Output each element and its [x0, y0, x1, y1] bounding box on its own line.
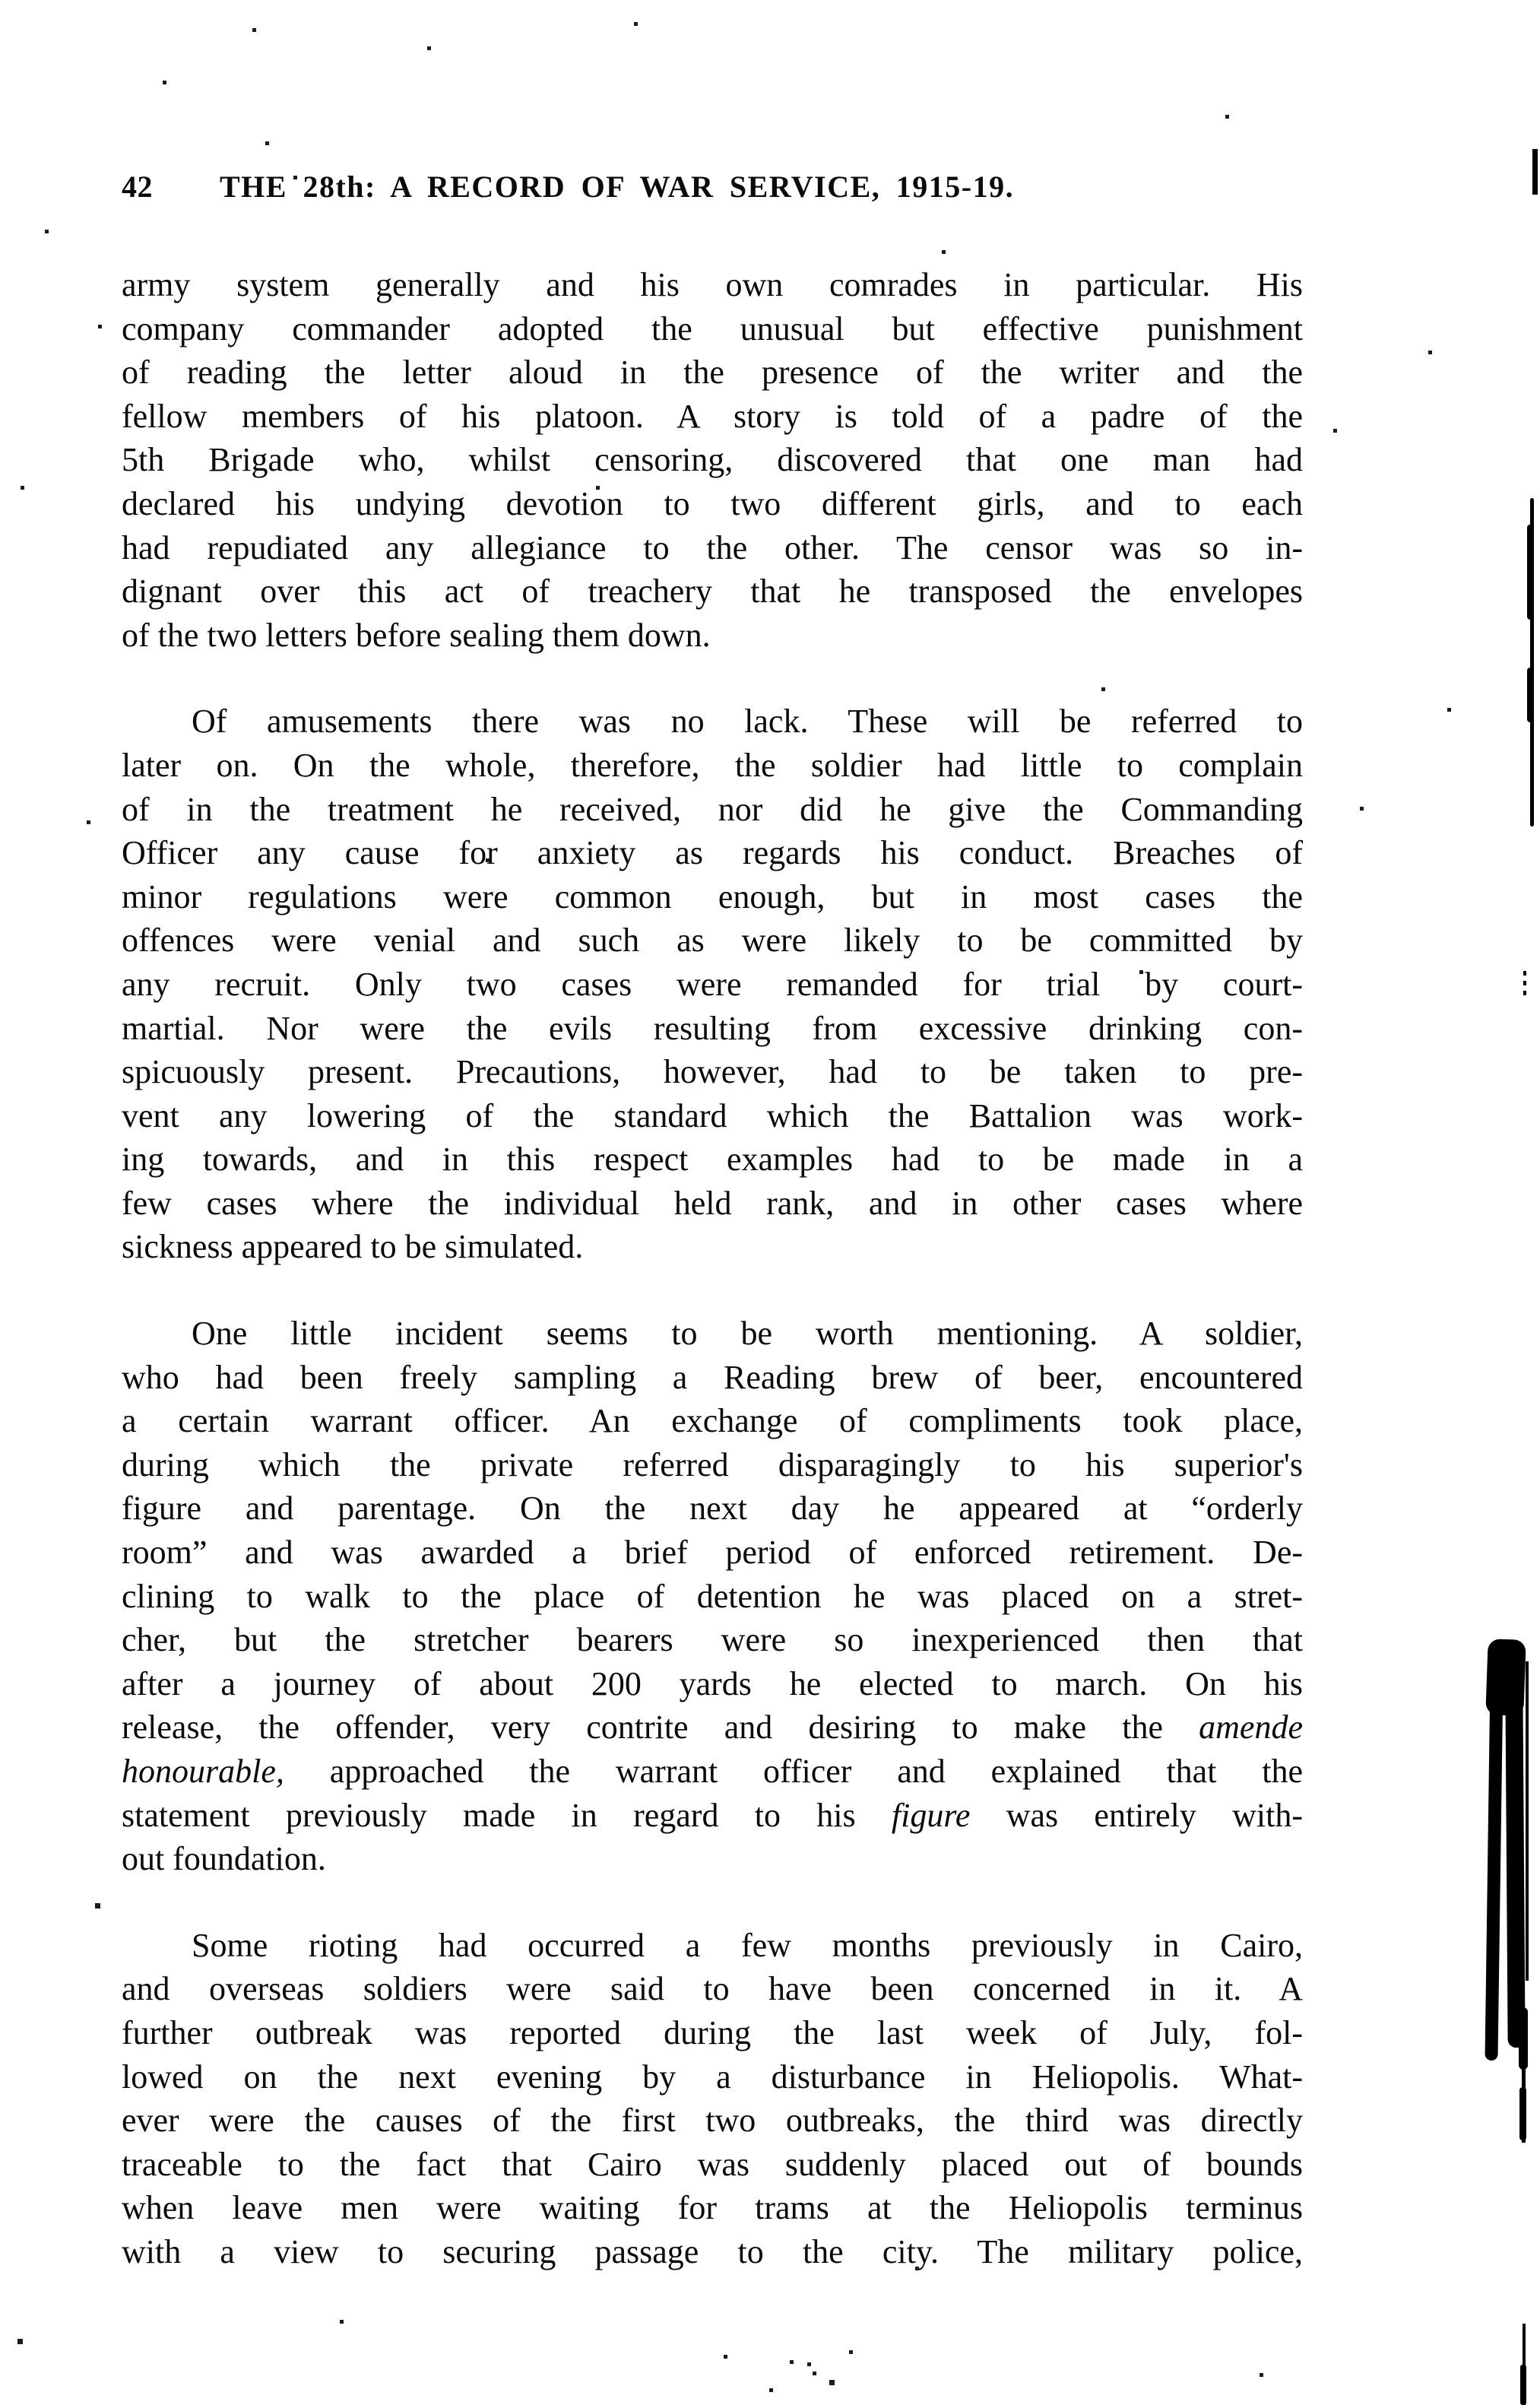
text-line: ing towards, and in this respect examples had to be made in a — [122, 1141, 1303, 1179]
text-line: with a view to securing passage to the city. The military police, — [122, 2232, 1303, 2270]
scan-artifact-edge-line-mid — [1527, 525, 1534, 620]
text-line: offences were venial and such as were likely to be committed by — [122, 922, 1303, 960]
text-line: clining to walk to the place of detention he was placed on a stret- — [122, 1577, 1303, 1615]
text-line: later on. On the whole, therefore, the soldier had little to complain — [122, 746, 1303, 784]
text-line: Some rioting had occurred a few months previously in Cairo, — [192, 1926, 1303, 1964]
scan-artifact-edge-line-low — [1519, 2087, 1526, 2140]
ink-smear-artifact — [1526, 1661, 1529, 1981]
text-line: after a journey of about 200 yards he elected to march. On his — [122, 1664, 1303, 1702]
text-line: fellow members of his platoon. A story is told of a padre of the — [122, 397, 1303, 435]
page-header — [122, 169, 1304, 205]
text-line: of in the treatment he received, nor did he give the Commanding — [122, 790, 1303, 828]
text-line: of reading the letter aloud in the presence of the writer and the — [122, 354, 1303, 392]
text-line: who had been freely sampling a Reading brew of beer, encountered — [122, 1358, 1303, 1396]
text-line: when leave men were waiting for trams at the Heliopolis terminus — [122, 2189, 1303, 2227]
paragraph — [122, 263, 1303, 657]
text-line: statement previously made in regard to his figure was entirely with- — [122, 1796, 1303, 1834]
text-line: during which the private referred disparagingly to his superior's — [122, 1445, 1303, 1483]
running-title: THE 28th: A RECORD OF WAR SERVICE, 1915-19. — [220, 170, 1015, 204]
text-line: traceable to the fact that Cairo was suddenly placed out of bounds — [122, 2145, 1303, 2183]
paragraph — [122, 1312, 1303, 1881]
text-line: a certain warrant officer. An exchange of compliments took place, — [122, 1402, 1303, 1440]
text-line: Officer any cause for anxiety as regards his conduct. Breaches of — [122, 834, 1303, 872]
ink-smear-artifact — [1485, 1677, 1503, 2061]
text-line: One little incident seems to be worth mentioning. A soldier, — [192, 1315, 1303, 1353]
text-line: out foundation. — [122, 1840, 326, 1878]
text-line: had repudiated any allegiance to the other. The censor was so in- — [122, 528, 1303, 566]
text-line: room” and was awarded a brief period of enforced retirement. De- — [122, 1534, 1303, 1572]
text-line: minor regulations were common enough, but in most cases the — [122, 877, 1303, 915]
text-line: vent any lowering of the standard which the Battalion was work- — [122, 1096, 1303, 1134]
text-line: and overseas soldiers were said to have been concerned in it. A — [122, 1970, 1303, 2008]
text-line: Of amusements there was no lack. These will be referred to — [192, 703, 1303, 741]
text-line: company commander adopted the unusual but effective punishment — [122, 309, 1303, 347]
paragraph — [122, 1924, 1303, 2274]
text-line: of the two letters before sealing them down. — [122, 616, 711, 654]
text-line: ever were the causes of the first two outbreaks, the third was directly — [122, 2102, 1303, 2140]
scan-noise-specks — [0, 0, 2, 2]
text-line: any recruit. Only two cases were remanded for trial by court- — [122, 965, 1303, 1003]
text-line: further outbreak was reported during the last week of July, fol- — [122, 2013, 1303, 2051]
text-block — [122, 263, 1303, 2274]
scan-artifact-edge-line-mid — [1527, 668, 1534, 722]
paragraph — [122, 700, 1303, 1269]
text-line: figure and parentage. On the next day he appeared at “orderly — [122, 1490, 1303, 1528]
text-line: army system generally and his own comrades in particular. His — [122, 266, 1303, 303]
text-line: spicuously present. Precautions, however, had to be taken to pre- — [122, 1053, 1303, 1091]
text-line: sickness appeared to be simulated. — [122, 1228, 584, 1266]
text-line: dignant over this act of treachery that he transposed the envelopes — [122, 573, 1303, 611]
scan-artifact-edge-line-top — [1532, 149, 1538, 195]
scan-artifact-edge-line-bottom — [1520, 2365, 1526, 2405]
text-line: declared his undying devotion to two different girls, and to each — [122, 484, 1303, 522]
text-line: release, the offender, very contrite and desiring to make the amende — [122, 1709, 1303, 1747]
text-line: cher, but the stretcher bearers were so inexperienced then that — [122, 1621, 1303, 1659]
text-line: few cases where the individual held rank, and in other cases where — [122, 1184, 1303, 1222]
text-line: 5th Brigade who, whilst censoring, discovered that one man had — [122, 441, 1303, 479]
text-line: honourable, approached the warrant officer and explained that the — [122, 1753, 1303, 1790]
text-line: martial. Nor were the evils resulting from excessive drinking con- — [122, 1009, 1303, 1047]
ink-smear-artifact — [1505, 1684, 1525, 2048]
scan-artifact-edge-dashes — [1523, 971, 1526, 1000]
text-line: lowed on the next evening by a disturbance in Heliopolis. What- — [122, 2058, 1303, 2096]
page-number: 42 — [122, 170, 153, 204]
